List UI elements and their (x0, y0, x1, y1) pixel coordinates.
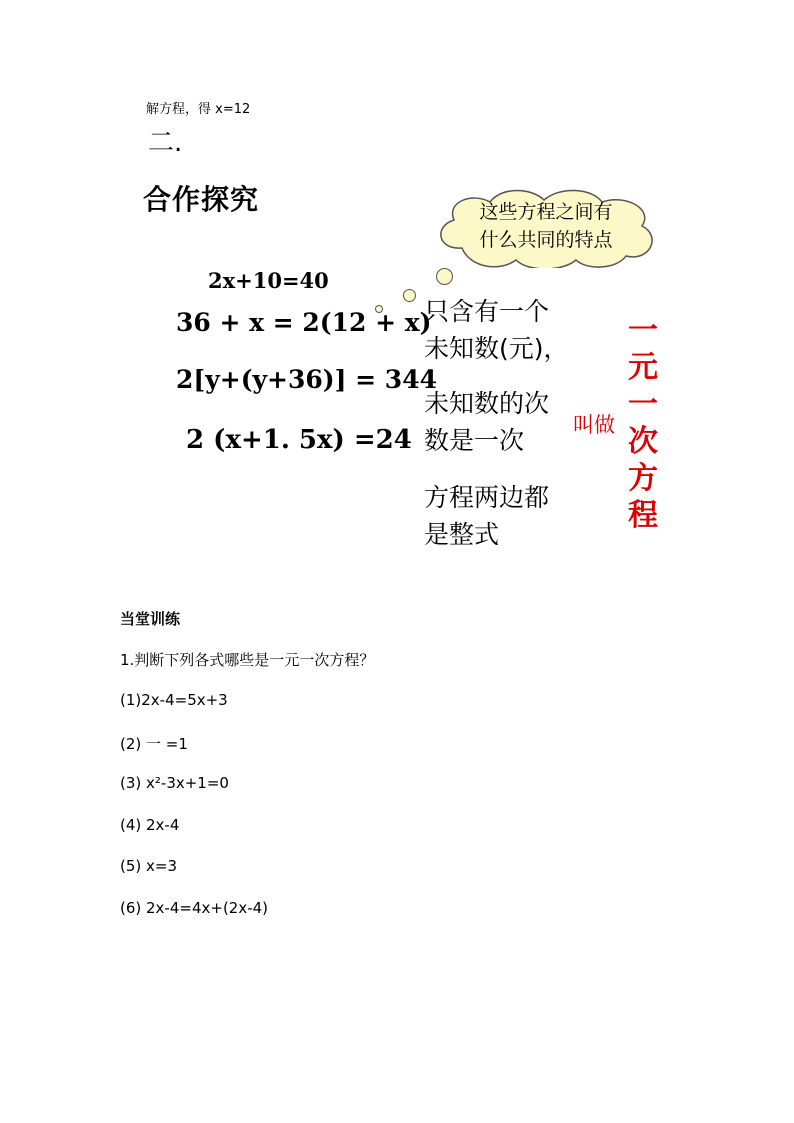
term-char: 元 (628, 350, 658, 385)
term-char: 程 (628, 498, 658, 533)
called-label: 叫做 (573, 413, 615, 437)
solution-note: 解方程，得 x=12 (146, 102, 251, 117)
exercise-item: (3) x²-3x+1=0 (120, 774, 229, 792)
property-line: 方程两边都 (424, 483, 550, 512)
property-unknown-count (424, 293, 584, 367)
equation-3: 2[y+(y+36)] = 344 (176, 365, 437, 394)
thought-bubble-medium (403, 289, 416, 302)
equation-2: 36 + x = 2(12 + x) (176, 308, 432, 337)
property-line: 数是一次 (424, 426, 525, 455)
exercise-item: (1)2x-4=5x+3 (120, 691, 228, 709)
thought-bubble-large (436, 268, 453, 285)
equation-1: 2x+10=40 (208, 268, 329, 293)
property-line: 是整式 (424, 520, 500, 549)
property-integral (424, 479, 584, 553)
cloud-line-2: 什么共同的特点 (479, 229, 613, 251)
exercise-item: (4) 2x-4 (120, 816, 180, 834)
property-line: 未知数(元)， (424, 334, 569, 363)
term-char: 方 (628, 461, 658, 496)
cloud-question (456, 198, 636, 254)
term-char: 一 (628, 387, 658, 422)
exercise-item: (6) 2x-4=4x+(2x-4) (120, 899, 269, 917)
property-degree (424, 385, 584, 459)
property-line: 只含有一个 (424, 297, 550, 326)
section-title: 合作探究 (143, 183, 260, 216)
exercise-question: 1.判断下列各式哪些是一元一次方程？ (120, 651, 375, 669)
exercise-heading: 当堂训练 (120, 610, 181, 628)
term-char: 一 (628, 313, 658, 348)
term-char: 次 (628, 424, 658, 459)
exercise-item: (5) x=3 (120, 857, 178, 875)
term-linear-equation (626, 312, 660, 534)
property-line: 未知数的次 (424, 389, 550, 418)
equation-4: 2 (x+1. 5x) =24 (186, 425, 412, 455)
exercise-item: (2) 一 =1 (120, 735, 188, 753)
cloud-line-1: 这些方程之间有 (479, 201, 613, 223)
section-number: 二. (148, 128, 183, 158)
